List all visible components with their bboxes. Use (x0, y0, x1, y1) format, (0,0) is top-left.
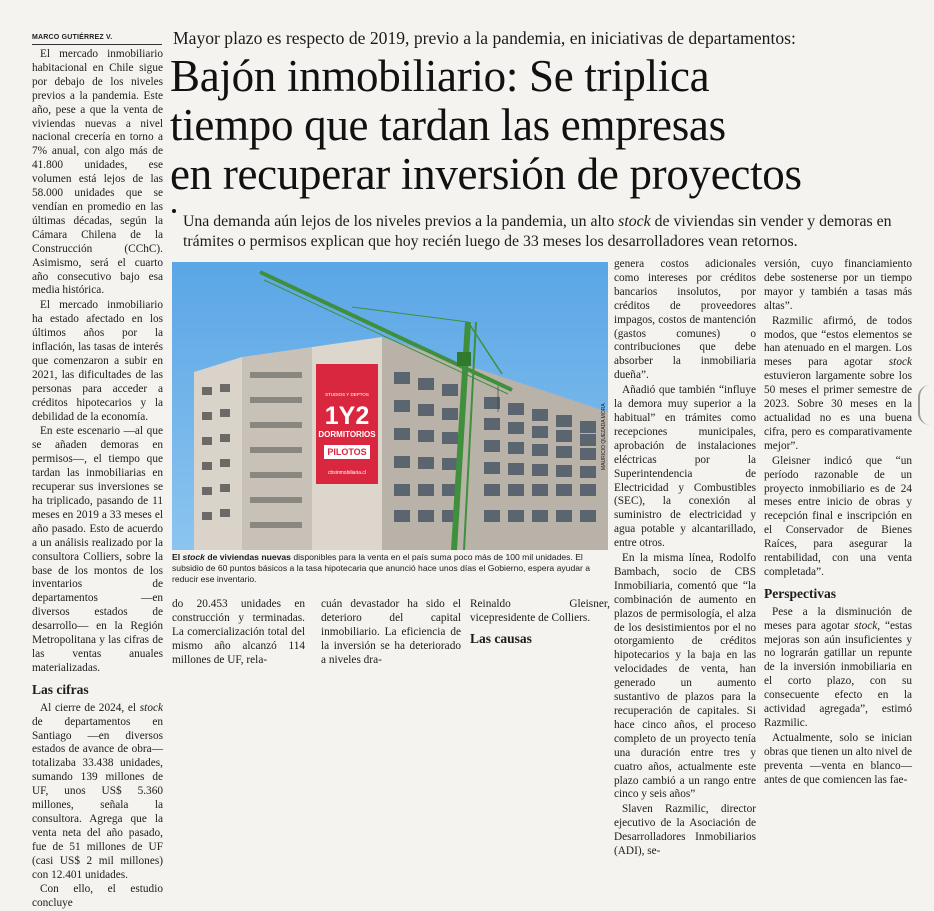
building-crane-photo (172, 262, 608, 550)
col5-p4-post: , “estas mejoras son aún insuficientes y no lograrán gatillar un repunte de la inversión inmobiliaria en el corto plazo, con su consecuente efecto en la actividad agregada”, estimó Razmilic. (764, 619, 913, 729)
subhead-las-causas: Las causas (470, 630, 532, 646)
headline-line-1: Bajón inmobiliario: Se triplica (170, 51, 710, 101)
banner-dorms: DORMITORIOS (318, 430, 376, 439)
column-3-bottom (321, 598, 461, 666)
byline-rule (32, 44, 162, 45)
banner-small: STUDIOS Y DEPTOS (325, 392, 369, 397)
col5-paragraph-2 (764, 315, 912, 454)
bajada (183, 212, 918, 252)
caption-bold-post: de viviendas nuevas (204, 552, 291, 562)
col1-paragraph-4 (32, 702, 163, 883)
headline (170, 52, 910, 199)
col1-paragraph-2: El mercado inmobiliario ha estado afectado en los últimos años por la inflación, las tasas de interés que comenzaron a subir en 2021, las dificultades de las personas para acceder a créditos hipotecarios y la debilidad de la economía. (32, 299, 163, 423)
col5-paragraph-1: versión, cuyo financiamiento debe sostenerse por un tiempo mayor y también a tasas más altas”. (764, 258, 912, 312)
caption-bold-em: stock (182, 552, 205, 562)
caption-bold (172, 552, 291, 562)
bajada-pre: Una demanda aún lejos de los niveles previos a la pandemia, un alto (183, 213, 619, 230)
banner-url: cbsinmobiliaria.cl (327, 470, 367, 476)
col1-p4-em: stock (139, 701, 163, 714)
col4-paragraph-2: Añadió que también “influye la demora muy superior a la habitual” en trámites como recepciones municipales, aprobación de instalaciones eléctricas por la Superintendencia de Electricidad y Combustibles (SEC), la conexión al suministro de electricidad y agua potable y alcantarillado, entre otros. (614, 384, 756, 550)
col5-p4-em: stock (854, 619, 878, 632)
col1-p4-post: de departamentos en Santiago —en diversos estados de avance de obra— totalizaba 33.438 unidades, sumando 139 millones de UF, unos US$ 5.360 millones, señala la consultora. Agrega que la venta neta del año pasado, fue de 51 millones de UF (casi US$ 2 mil millones) con 12.401 unidades. (32, 715, 163, 881)
col5-paragraph-4 (764, 606, 912, 731)
col5-p2-post: estuvieron largamente sobre los 50 meses el primer semestre de 2023. Sobre 30 meses en la actualidad no es una buena cifra, pero es comparativamente mejor”. (764, 370, 912, 452)
caption-bold-pre: El (172, 552, 183, 562)
page-edge-curl (918, 385, 934, 425)
column-4 (614, 258, 756, 858)
col1-p4-pre: Al cierre de 2024, el (40, 701, 140, 714)
col4-paragraph-4: Slaven Razmilic, director ejecutivo de la Asociación de Desarrolladores Inmobiliarios (ADI), se- (614, 803, 756, 858)
column-4-bottom-left (470, 598, 610, 662)
bajada-post: de viviendas sin vender y demoras en trámites o permisos explican que hoy recién luego de 33 meses los desarrolladores vean retornos. (183, 213, 892, 250)
headline-line-3: en recuperar inversión de proyectos (170, 149, 802, 199)
column-5 (764, 258, 913, 786)
col5-p2-pre: Razmilic afirmó, de todos modos, que “estos elementos se han atenuado en el margen. Los meses para agotar (764, 314, 912, 369)
headline-line-2: tiempo que tardan las empresas (170, 100, 726, 150)
col3-bottom-text: cuán devastador ha sido el deterioro del capital inmobiliario. La eficiencia de la inversión se ha deteriorado a niveles dra- (321, 598, 461, 666)
col1-paragraph-3: En este escenario —al que se añaden demoras en permisos—, el tiempo que tardan las inmobiliarias en recuperar sus inversiones se ha triplicado, pasando de 11 meses en 2019 a 33 meses el año pasado. Esto de acuerdo a un análisis realizado por la consultora Colliers, sobre la base de los montos de los inventarios de departamentos —en diversos estados de desarrollo— en la Región Metropolitana y las cifras de las ventas anuales materializadas. (32, 425, 163, 674)
photo-caption (172, 552, 608, 585)
banner-big: 1Y2 (324, 402, 370, 430)
col2-bottom-text: do 20.453 unidades en construcción y terminadas. La comercialización total del mismo año alcanzó 114 millones de UF, rela- (172, 598, 305, 666)
subhead-las-cifras: Las cifras (32, 681, 89, 697)
col1-paragraph-1: El mercado inmobiliario habitacional en Chile sigue por debajo de los niveles previos a la pandemia. Este año, pese a que la venta de viviendas nuevas a nivel nacional crecería en torno a 7% anual, con algo más de 41.800 unidades, ese volumen está lejos de las 58.000 unidades que se vendían en promedio en las últimas décadas, según la Cámara Chilena de la Construcción (CChC). Asimismo, será el cuarto año consecutivo bajo esa media histórica. (32, 48, 163, 297)
col1-paragraph-5: Con ello, el estudio concluye (32, 883, 163, 910)
col5-paragraph-5: Actualmente, solo se inician obras que tienen un alto nivel de preventa —venta en blanco— antes de que comiencen las fae- (764, 731, 912, 786)
col4-bottom-left-text: Reinaldo Gleisner, vicepresidente de Colliers. (470, 598, 610, 624)
kicker: Mayor plazo es respecto de 2019, previo a la pandemia, en iniciativas de departamentos: (173, 28, 796, 48)
col5-p2-em: stock (888, 356, 912, 369)
byline: MARCO GUTIÉRREZ V. (32, 34, 113, 41)
bajada-bullet (172, 209, 176, 213)
banner-pilotos: PILOTOS (327, 447, 367, 457)
photo-credit: MAURICIO QUEZADA MORA (601, 403, 607, 470)
bajada-em: stock (618, 213, 651, 230)
caption-rest: disponibles para la venta en el país suma poco más de 100 mil unidades. El subsidio de 60 puntos básicos a la tasa hipotecaria que anunció hace unos días el Gobierno, espera ayudar a reducir ese inventario. (172, 552, 591, 584)
col4-paragraph-1: genera costos adicionales como intereses por créditos bancarios insolutos, por créditos de proveedores impagos, costos de mantención (gastos comunes) o contribuciones que debe absorber la inmobiliaria dueña”. (614, 258, 756, 382)
col5-p4-pre: Pese a la disminución de meses para agotar (764, 605, 912, 632)
column-1 (32, 48, 163, 910)
column-2-bottom (172, 598, 305, 666)
photo (172, 262, 608, 550)
subhead-perspectivas: Perspectivas (764, 585, 836, 601)
col5-paragraph-3: Gleisner indicó que “un período razonable de un proyecto inmobiliario es de 24 meses entre inicio de obras y recepción final e inscripción en el Conservador de Bienes Raíces, para asegurar la rentabilidad, con una venta completada”. (764, 454, 912, 578)
col4-paragraph-3: En la misma línea, Rodolfo Bambach, socio de CBS Inmobiliaria, comentó que “la combinación de aumento en plazos de permisología, el alza de los desistimientos por el no otorgamiento de créditos hipotecarios y la baja en las velocidades de venta, han generado un aumento sustantivo de plazos para la recuperación de capitales. Si hace cinco años, el proceso completo de un proyecto tenía una duración entre tres y cuatro años, actualmente este plazo cambió a un rango entre cinco y seis años” (614, 552, 756, 801)
